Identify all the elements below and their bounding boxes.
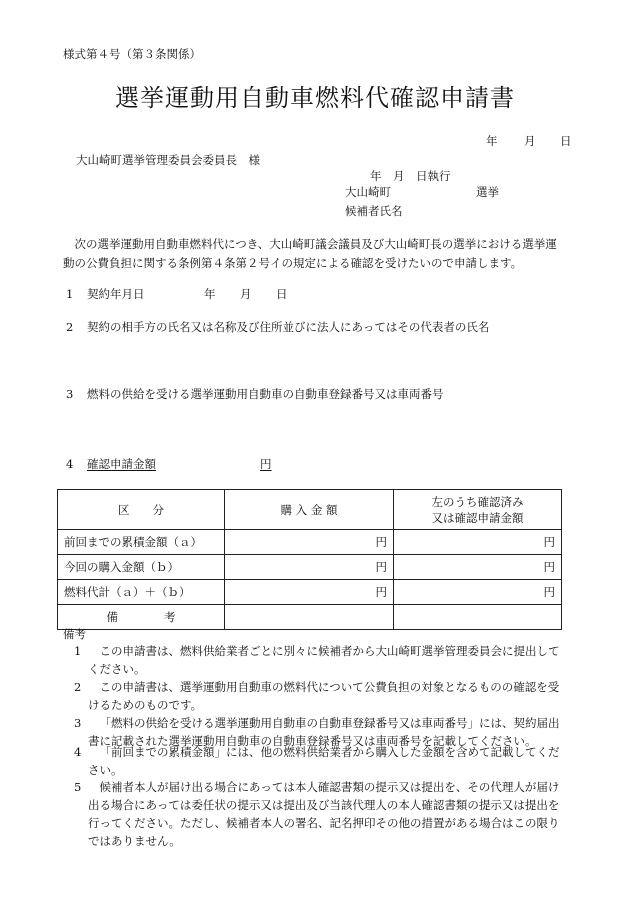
form-number: 様式第４号（第３条関係） (63, 47, 201, 61)
item-number: 4 (66, 457, 74, 471)
header-purchase-amount: 購 入 金 額 (225, 490, 394, 530)
body-paragraph: 次の選挙運動用自動車燃料代につき、大山崎町議会議員及び大山崎町長の選挙における選挙運動の公費負担に関する条例第４条第２号イの規定による確認を受けたいので申請します。 (63, 237, 557, 270)
contract-day: 日 (276, 287, 288, 301)
candidate-name-label: 候補者氏名 (345, 204, 403, 218)
item-number: 3 (66, 387, 74, 401)
header-confirmed-amount: 左のうち確認済み 又は確認申請金額 (394, 490, 562, 530)
note-number: 3 (74, 716, 82, 730)
remarks-cell[interactable] (394, 605, 562, 630)
purchase-amount-cell[interactable]: 円 (225, 530, 394, 555)
amount-table (57, 489, 562, 630)
table-header-row (58, 490, 562, 530)
contract-year: 年 (204, 287, 216, 301)
item-label: 契約年月日 (87, 287, 145, 301)
confirmed-amount-cell[interactable]: 円 (394, 555, 562, 580)
confirmed-amount-cell[interactable]: 円 (394, 530, 562, 555)
remarks-label: 備 考 (58, 605, 225, 630)
item-label: 確認申請金額 (87, 457, 156, 471)
row-label: 燃料代計（ａ）＋（ｂ） (58, 580, 225, 605)
note-number: 2 (74, 680, 82, 694)
yen-unit: 円 (260, 457, 272, 471)
date-month: 月 (524, 134, 536, 148)
item-number: 2 (66, 320, 74, 334)
table-row (58, 580, 562, 605)
remarks-cell[interactable] (225, 605, 394, 630)
note-text: この申請書は、燃料供給業者ごとに別々に候補者から大山崎町選挙管理委員会に提出してください。 (88, 644, 560, 676)
confirmed-amount-cell[interactable]: 円 (394, 580, 562, 605)
note-text: 「燃料の供給を受ける選挙運動用自動車の自動車登録番号又は車両番号」には、契約届出書に記載された選挙運動用自動車の自動車登録番号又は車両番号を記載してください。 (88, 716, 560, 748)
note-text: 「前回までの累積金額」には、他の燃料供給業者から購入した金額を含めて記載してください。 (88, 745, 560, 777)
note-text: 候補者本人が届け出る場合にあっては本人確認書類の提示又は提出を、その代理人が届け出る場合にあっては委任状の提示又は提出及び当該代理人の本人確認書類の提示又は提出を行ってください。ただし、候補者本人の署名、記名押印その他の措置がある場合はこの限りではありません。 (88, 780, 560, 848)
page-title: 選挙運動用自動車燃料代確認申請書 (115, 84, 515, 112)
item-label: 燃料の供給を受ける選挙運動用自動車の自動車登録番号又は車両番号 (87, 387, 444, 401)
contract-month: 月 (240, 287, 252, 301)
requested-amount-field[interactable] (87, 456, 272, 472)
note-item (74, 678, 570, 714)
row-label: 前回までの累積金額（ａ） (58, 530, 225, 555)
row-label: 今回の購入金額（ｂ） (58, 555, 225, 580)
addressee: 大山崎町選挙管理委員会委員長 様 (76, 153, 260, 167)
item-label: 契約の相手方の氏名又は名称及び住所並びに法人にあってはその代表者の氏名 (87, 320, 490, 334)
purchase-amount-cell[interactable]: 円 (225, 580, 394, 605)
notes-title: 備考 (63, 627, 86, 641)
note-number: 4 (74, 745, 82, 759)
item-number: 1 (66, 287, 74, 301)
date-year: 年 (486, 134, 498, 148)
election-label: 選挙 (476, 185, 499, 199)
election-date: 年 月 日執行 (370, 169, 451, 183)
table-row (58, 605, 562, 630)
note-item (74, 743, 570, 779)
date-day: 日 (560, 134, 572, 148)
purchase-amount-cell[interactable]: 円 (225, 555, 394, 580)
note-item (74, 642, 570, 678)
header-category: 区 分 (58, 490, 225, 530)
note-text: この申請書は、選挙運動用自動車の燃料代について公費負担の対象となるものの確認を受けるためのものです。 (88, 680, 560, 712)
note-item (74, 778, 570, 850)
note-number: 1 (74, 644, 82, 658)
election-town: 大山崎町 (345, 185, 391, 199)
note-number: 5 (74, 780, 82, 794)
table-row (58, 530, 562, 555)
table-row (58, 555, 562, 580)
